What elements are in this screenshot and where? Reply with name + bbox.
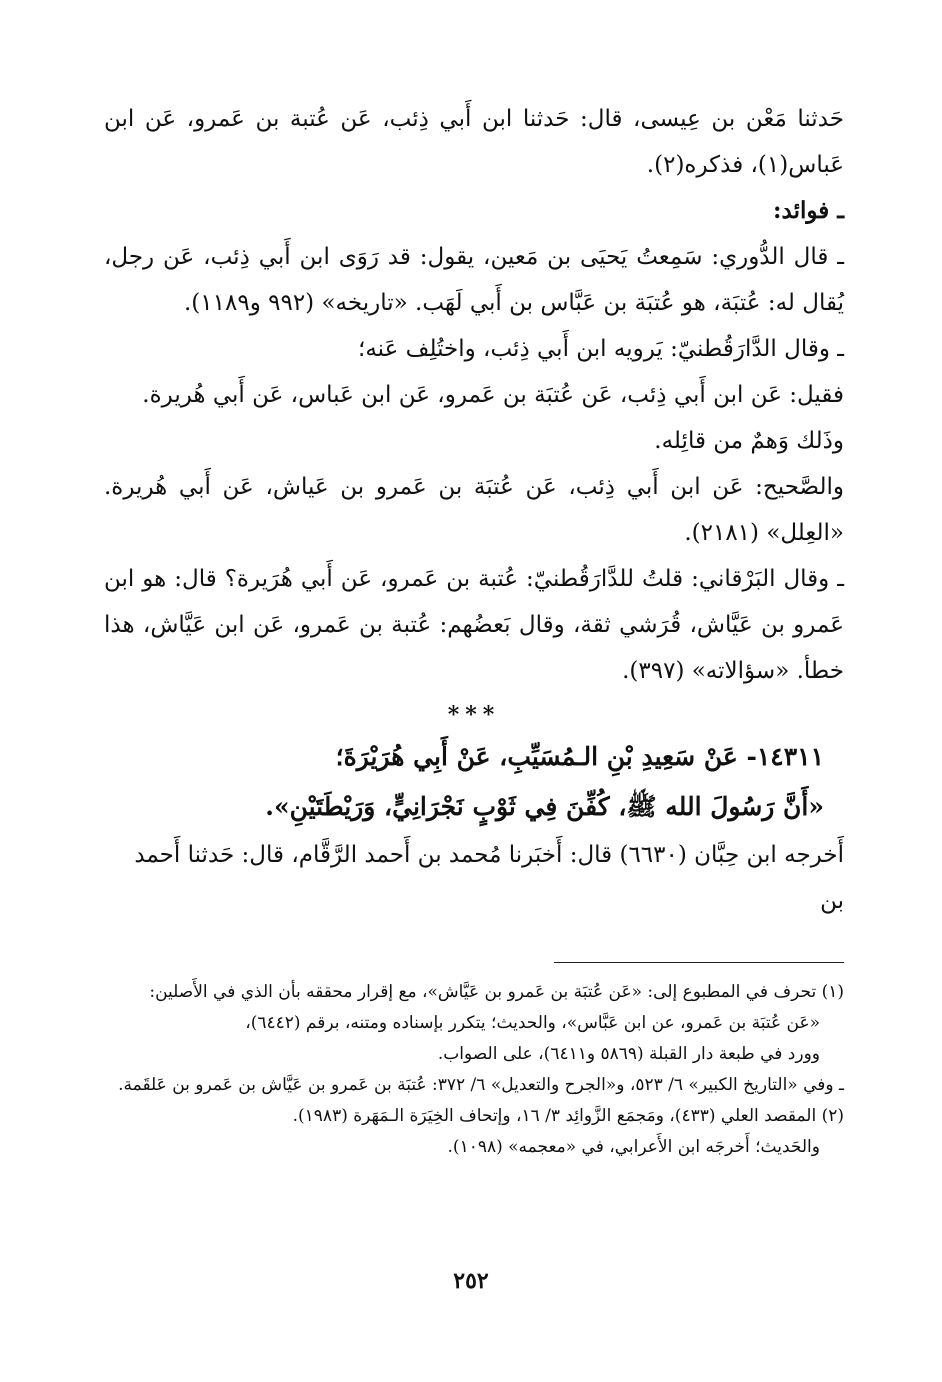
main-text — [104, 96, 844, 728]
footnote-1-line-2: «عَن عُتبَة بن عَمرو، عن ابن عَبَّاس»، والحديث؛ يتكرر بإسناده ومتنه، برقم (٦٤٤٢)، — [245, 1013, 820, 1033]
hadith-number-isnad: ١٤٣١١- عَنْ سَعِيدِ بْنِ الـمُسَيِّبِ، عَنْ أَبِي هُرَيْرَةَ؛ — [335, 742, 824, 771]
fawaid-heading: ـ فوائد: — [773, 197, 844, 224]
takhrij-text — [104, 832, 844, 924]
footnote-1-line-3: وورد في طبعة دار القبلة (٥٨٦٩ و٦٤١١)، على الصواب. — [437, 1044, 820, 1064]
paragraph-barqani: ـ وقال البَرْقاني: قلتُ للدَّارَقُطنيّ: عُتبة بن عَمرو، عَن أَبي هُرَيرة؟ قال: هو ابن عَمرو بن عَيَّاش، قُرَشي ثقة، وقال بَعضُهم: عُتبة بن عَمرو، عَن ابن عَيَّاش، هذا خطأ. «سؤالاته» (٣٩٧). — [104, 566, 844, 684]
hadith-block — [104, 732, 844, 832]
takhrij-line: أَخرجه ابن حِبَّان (٦٦٣٠) قال: أَخبَرنا مُحمد بن أَحمد الرَّقَّام، قال: حَدثنا أَحمد بن — [134, 842, 844, 914]
paragraph-isnad-continuation: حَدثنا مَعْن بن عِيسى، قال: حَدثنا ابن أَبي ذِئب، عَن عُتبة بن عَمرو، عَن ابن عَباس(١)، فذكره(٢). — [104, 106, 844, 178]
hadith-matn: «أَنَّ رَسُولَ الله ﷺ، كُفِّنَ فِي ثَوْبٍ نَجْرَانِيٍّ، وَرَيْطَتَيْنِ». — [265, 792, 824, 821]
paragraph-wahm: وذَلك وَهمٌ من قائِله. — [654, 428, 844, 454]
paragraph-daraqutni: ـ وقال الدَّارَقُطنيّ: يَرويه ابن أَبي ذِئب، واختُلِف عَنه؛ — [358, 336, 844, 362]
footnotes — [104, 977, 844, 1163]
paragraph-duri: ـ قال الدُّوري: سَمِعتُ يَحيَى بن مَعين، يقول: قد رَوَى ابن أَبي ذِئب، عَن رجل، يُقال له: عُتبَة، هو عُتبَة بن عَبَّاس بن أَبي لَهَب. «تاريخه» (٩٩٢ و١١٨٩). — [104, 244, 844, 316]
footnote-2-line-2: والحَديث؛ أَخرجَه ابن الأَعرابي، في «معجمه» (١٠٩٨). — [447, 1137, 820, 1157]
paragraph-qila: فقيل: عَن ابن أَبي ذِئب، عَن عُتبَة بن عَمرو، عَن ابن عَباس، عَن أَبي هُريرة. — [142, 382, 844, 408]
section-separator: *** — [447, 702, 501, 728]
page-number: ٢٥٢ — [453, 1268, 489, 1294]
footnote-1-line-1: (١) تحرف في المطبوع إلى: «عَن عُتبَة بن عَمرو بن عَيَّاش»، مع إقرار محققه بأن الذي في الأَصلين: — [149, 982, 844, 1002]
footnote-divider — [554, 962, 844, 963]
paragraph-sahih: والصَّحيح: عَن ابن أَبي ذِئب، عَن عُتبَة بن عَمرو بن عَياش، عَن أَبي هُريرة. «العِلل» (٢١٨١). — [104, 474, 844, 546]
footnote-1-line-4: ـ وفي «التاريخ الكبير» ٦/ ٥٢٣، و«الجرح والتعديل» ٦/ ٣٧٢: عُتبَة بن عَمرو بن عَيَّاش بن عَمرو بن عَلقَمة. — [118, 1075, 844, 1095]
footnote-2-line-1: (٢) المقصد العلي (٤٣٣)، ومَجمَع الزَّوائِد ٣/ ١٦، وإتحاف الخِيَرَة الـمَهَرة (١٩٨٣). — [292, 1106, 844, 1126]
